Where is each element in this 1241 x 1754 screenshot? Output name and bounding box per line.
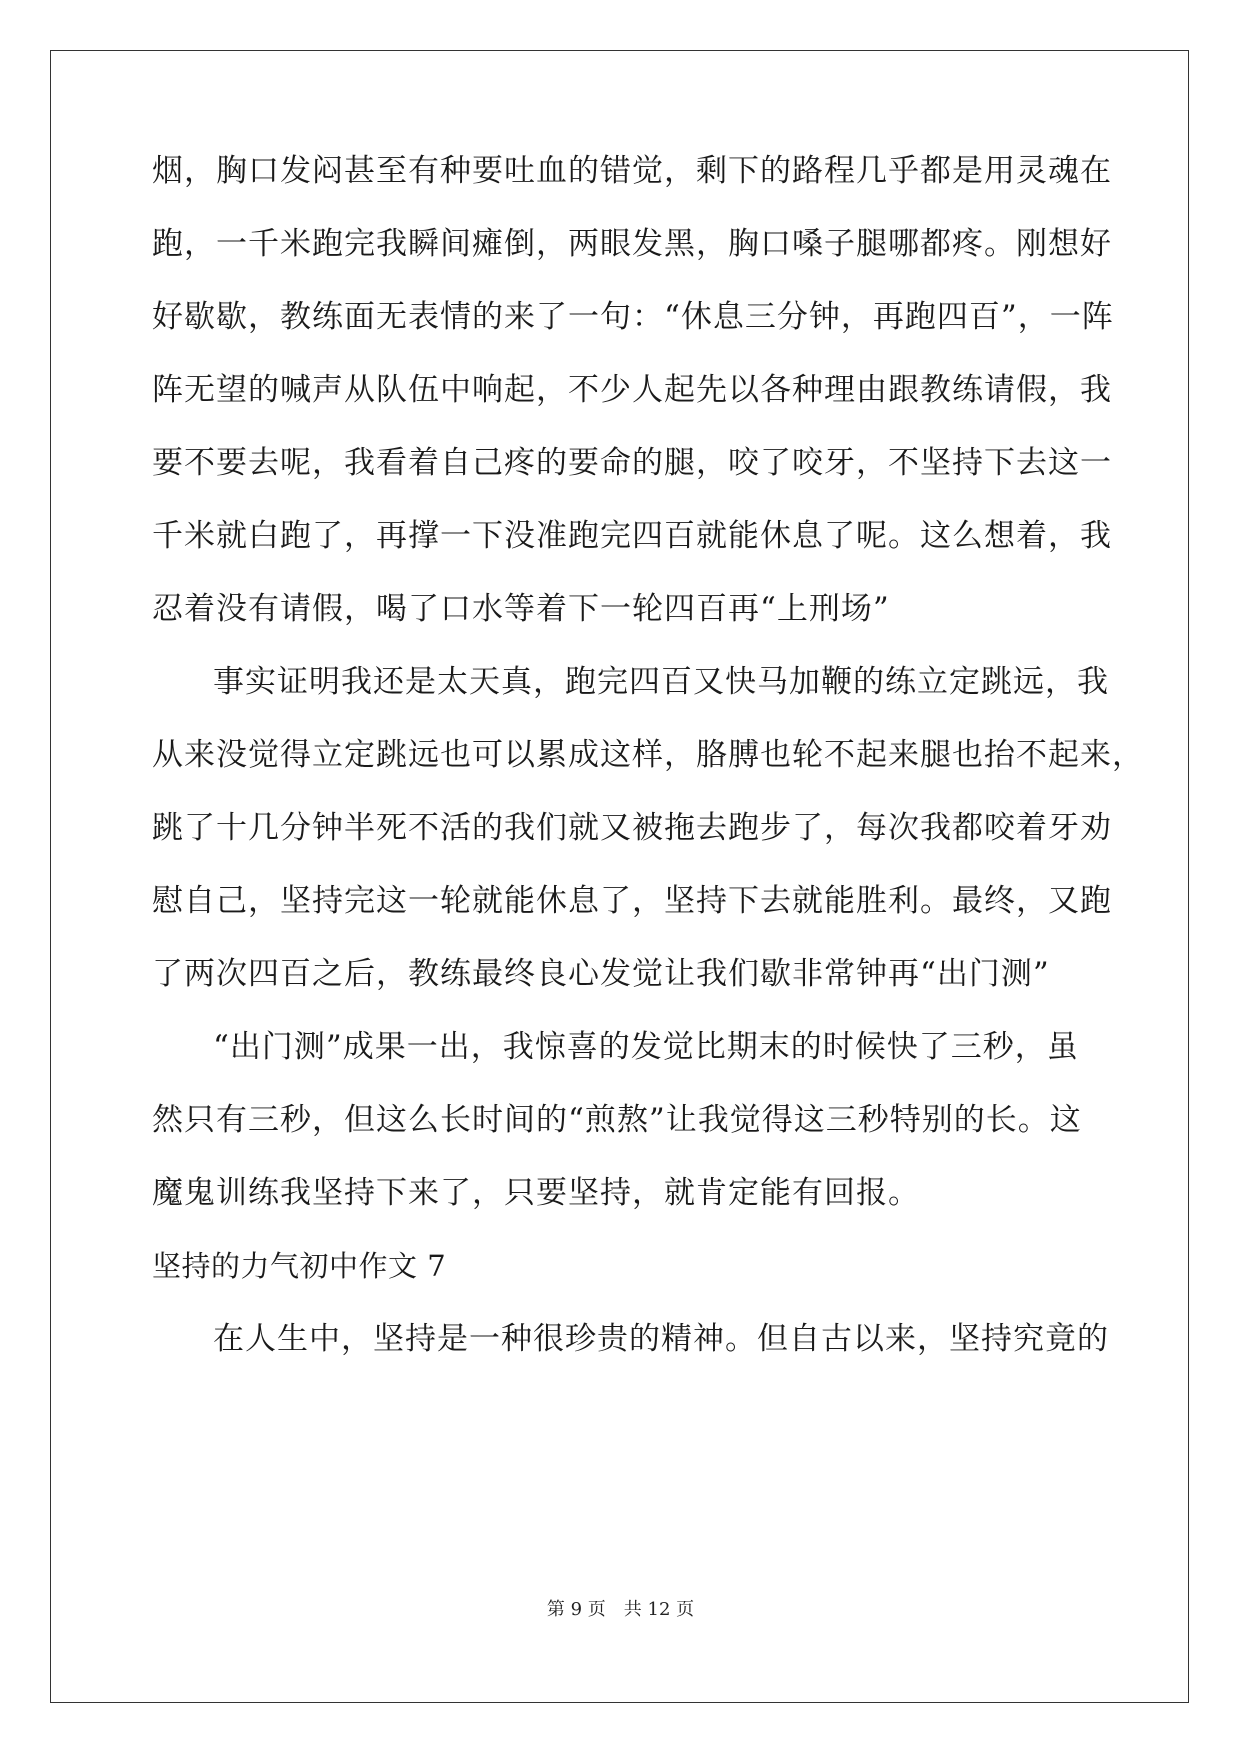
paragraph-line: 魔鬼训练我坚持下来了，只要坚持，就肯定能有回报。 xyxy=(152,1175,920,1211)
paragraph-line: 跑，一千米跑完我瞬间瘫倒，两眼发黑，胸口嗓子腿哪都疼。刚想好 xyxy=(152,226,1112,262)
paragraph-line: 阵无望的喊声从队伍中响起，不少人起先以各种理由跟教练请假，我 xyxy=(152,372,1112,408)
paragraph-line: 了两次四百之后，教练最终良心发觉让我们歇非常钟再“出门测” xyxy=(152,956,1050,992)
paragraph-line: 跳了十几分钟半死不活的我们就又被拖去跑步了，每次我都咬着牙劝 xyxy=(152,810,1112,846)
paragraph-line: 千米就白跑了，再撑一下没准跑完四百就能休息了呢。这么想着，我 xyxy=(152,518,1112,554)
paragraph-line: 从来没觉得立定跳远也可以累成这样，胳膊也轮不起来腿也抬不起来， xyxy=(152,737,1144,773)
paragraph-line: 烟，胸口发闷甚至有种要吐血的错觉，剩下的路程几乎都是用灵魂在 xyxy=(152,153,1112,189)
paragraph-line: 要不要去呢，我看着自己疼的要命的腿，咬了咬牙，不坚持下去这一 xyxy=(152,445,1112,481)
paragraph-line: 事实证明我还是太天真，跑完四百又快马加鞭的练立定跳远，我 xyxy=(213,664,1109,700)
paragraph-line: 好歇歇，教练面无表情的来了一句：“休息三分钟，再跑四百”，一阵 xyxy=(152,299,1114,335)
paragraph-line: 慰自己，坚持完这一轮就能休息了，坚持下去就能胜利。最终，又跑 xyxy=(152,883,1112,919)
paragraph-line: 在人生中，坚持是一种很珍贵的精神。但自古以来，坚持究竟的 xyxy=(213,1321,1109,1357)
section-heading: 坚持的力气初中作文 7 xyxy=(152,1249,447,1283)
paragraph-line: “出门测”成果一出，我惊喜的发觉比期末的时候快了三秒，虽 xyxy=(213,1029,1079,1065)
page-number-footer: 第 9 页 共 12 页 xyxy=(546,1599,695,1620)
paragraph-line: 忍着没有请假，喝了口水等着下一轮四百再“上刑场” xyxy=(152,591,890,627)
paragraph-line: 然只有三秒，但这么长时间的“煎熬”让我觉得这三秒特别的长。这 xyxy=(152,1102,1082,1138)
